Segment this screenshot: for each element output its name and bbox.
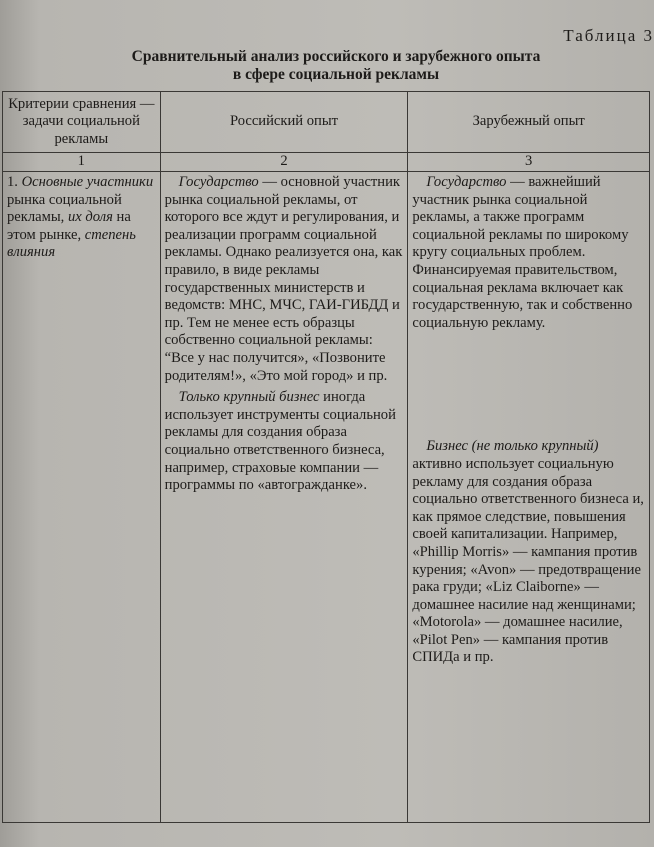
foreign-state-text: — важнейший участник рынка социальной рекламы, а также программ социальной рекламы по широкому кругу социальных проблем. Финансируемая правительством, социальная реклама включает как государственную, так и собственно социальную рекламу. [412, 174, 633, 331]
header-russian-experience: Российский опыт [160, 92, 408, 153]
russian-state-text: — основной участник рынка социальной рекламы, от которого все ждут и регулирования, и реализации программ социальной рекламы. Однако реализуется она, как правило, в виде рекламы государственных министерств и ведомств: МНС, МЧС, ГАИ-ГИБДД и пр. Тем не менее есть образцы собственно социальной рекламы: “Все у нас получится», «Позвоните родителям!», «Это мой город» и пр. [164, 174, 403, 384]
header-row [3, 92, 650, 153]
foreign-experience-cell [408, 172, 650, 823]
foreign-paragraph-gap [412, 332, 645, 434]
russian-state-term: Государство [178, 174, 259, 190]
criterion-text [7, 174, 156, 262]
criterion-cell [3, 172, 161, 823]
column-number-1: 1 [3, 153, 161, 172]
foreign-business-term: Бизнес (не только крупный) [426, 438, 599, 455]
russian-experience-cell [160, 172, 408, 823]
criterion-italic-5: степень влияния [7, 226, 136, 261]
header-criteria: Критерии сравнения — задачи социальной рекламы [3, 92, 161, 153]
russian-business-term: Только крупный бизнес [178, 389, 320, 406]
criterion-italic-1: Основные участники [21, 174, 154, 190]
russian-paragraph-business [165, 389, 404, 495]
foreign-paragraph-state [412, 174, 645, 332]
comparison-table [2, 91, 650, 823]
foreign-business-text: активно использует социальную рекламу для создания образа социально ответственного бизнеса и, как прямое следствие, повышения своей капитализации. Например, «Phillip Morris» — кампания против курения; «Avon» — предотвращение рака груди; «Liz Claiborne» — домашнее насилие над женщинами; «Motorola» — домашнее насилие, «Pilot Pen» — кампания против СПИДа и пр. [412, 455, 644, 666]
russian-business-text: иногда использует инструменты социальной рекламы для создания образа социально ответственного бизнеса, например, страховые компании — программы по «автогражданке». [164, 389, 396, 494]
table-title [96, 48, 576, 84]
table-row [3, 172, 650, 823]
table-label: Таблица 3 [563, 26, 654, 45]
header-foreign-experience: Зарубежный опыт [408, 92, 650, 153]
criterion-number: 1. [7, 174, 18, 190]
criterion-italic-3: их доля [67, 209, 113, 226]
foreign-paragraph-business [412, 438, 645, 667]
column-number-row [3, 153, 650, 172]
column-number-2: 2 [160, 153, 408, 172]
russian-paragraph-state [165, 174, 404, 385]
foreign-state-term: Государство [426, 174, 507, 190]
column-number-3: 3 [408, 153, 650, 172]
criterion-text-2: рынка социальной рекламы, [7, 191, 122, 226]
table-title-line-2: в сфере социальной рекламы [232, 66, 440, 83]
criterion-text-4: на этом рынке, [7, 209, 131, 243]
table-title-line-1: Сравнительный анализ российского и зарубежного опыта [131, 48, 541, 65]
